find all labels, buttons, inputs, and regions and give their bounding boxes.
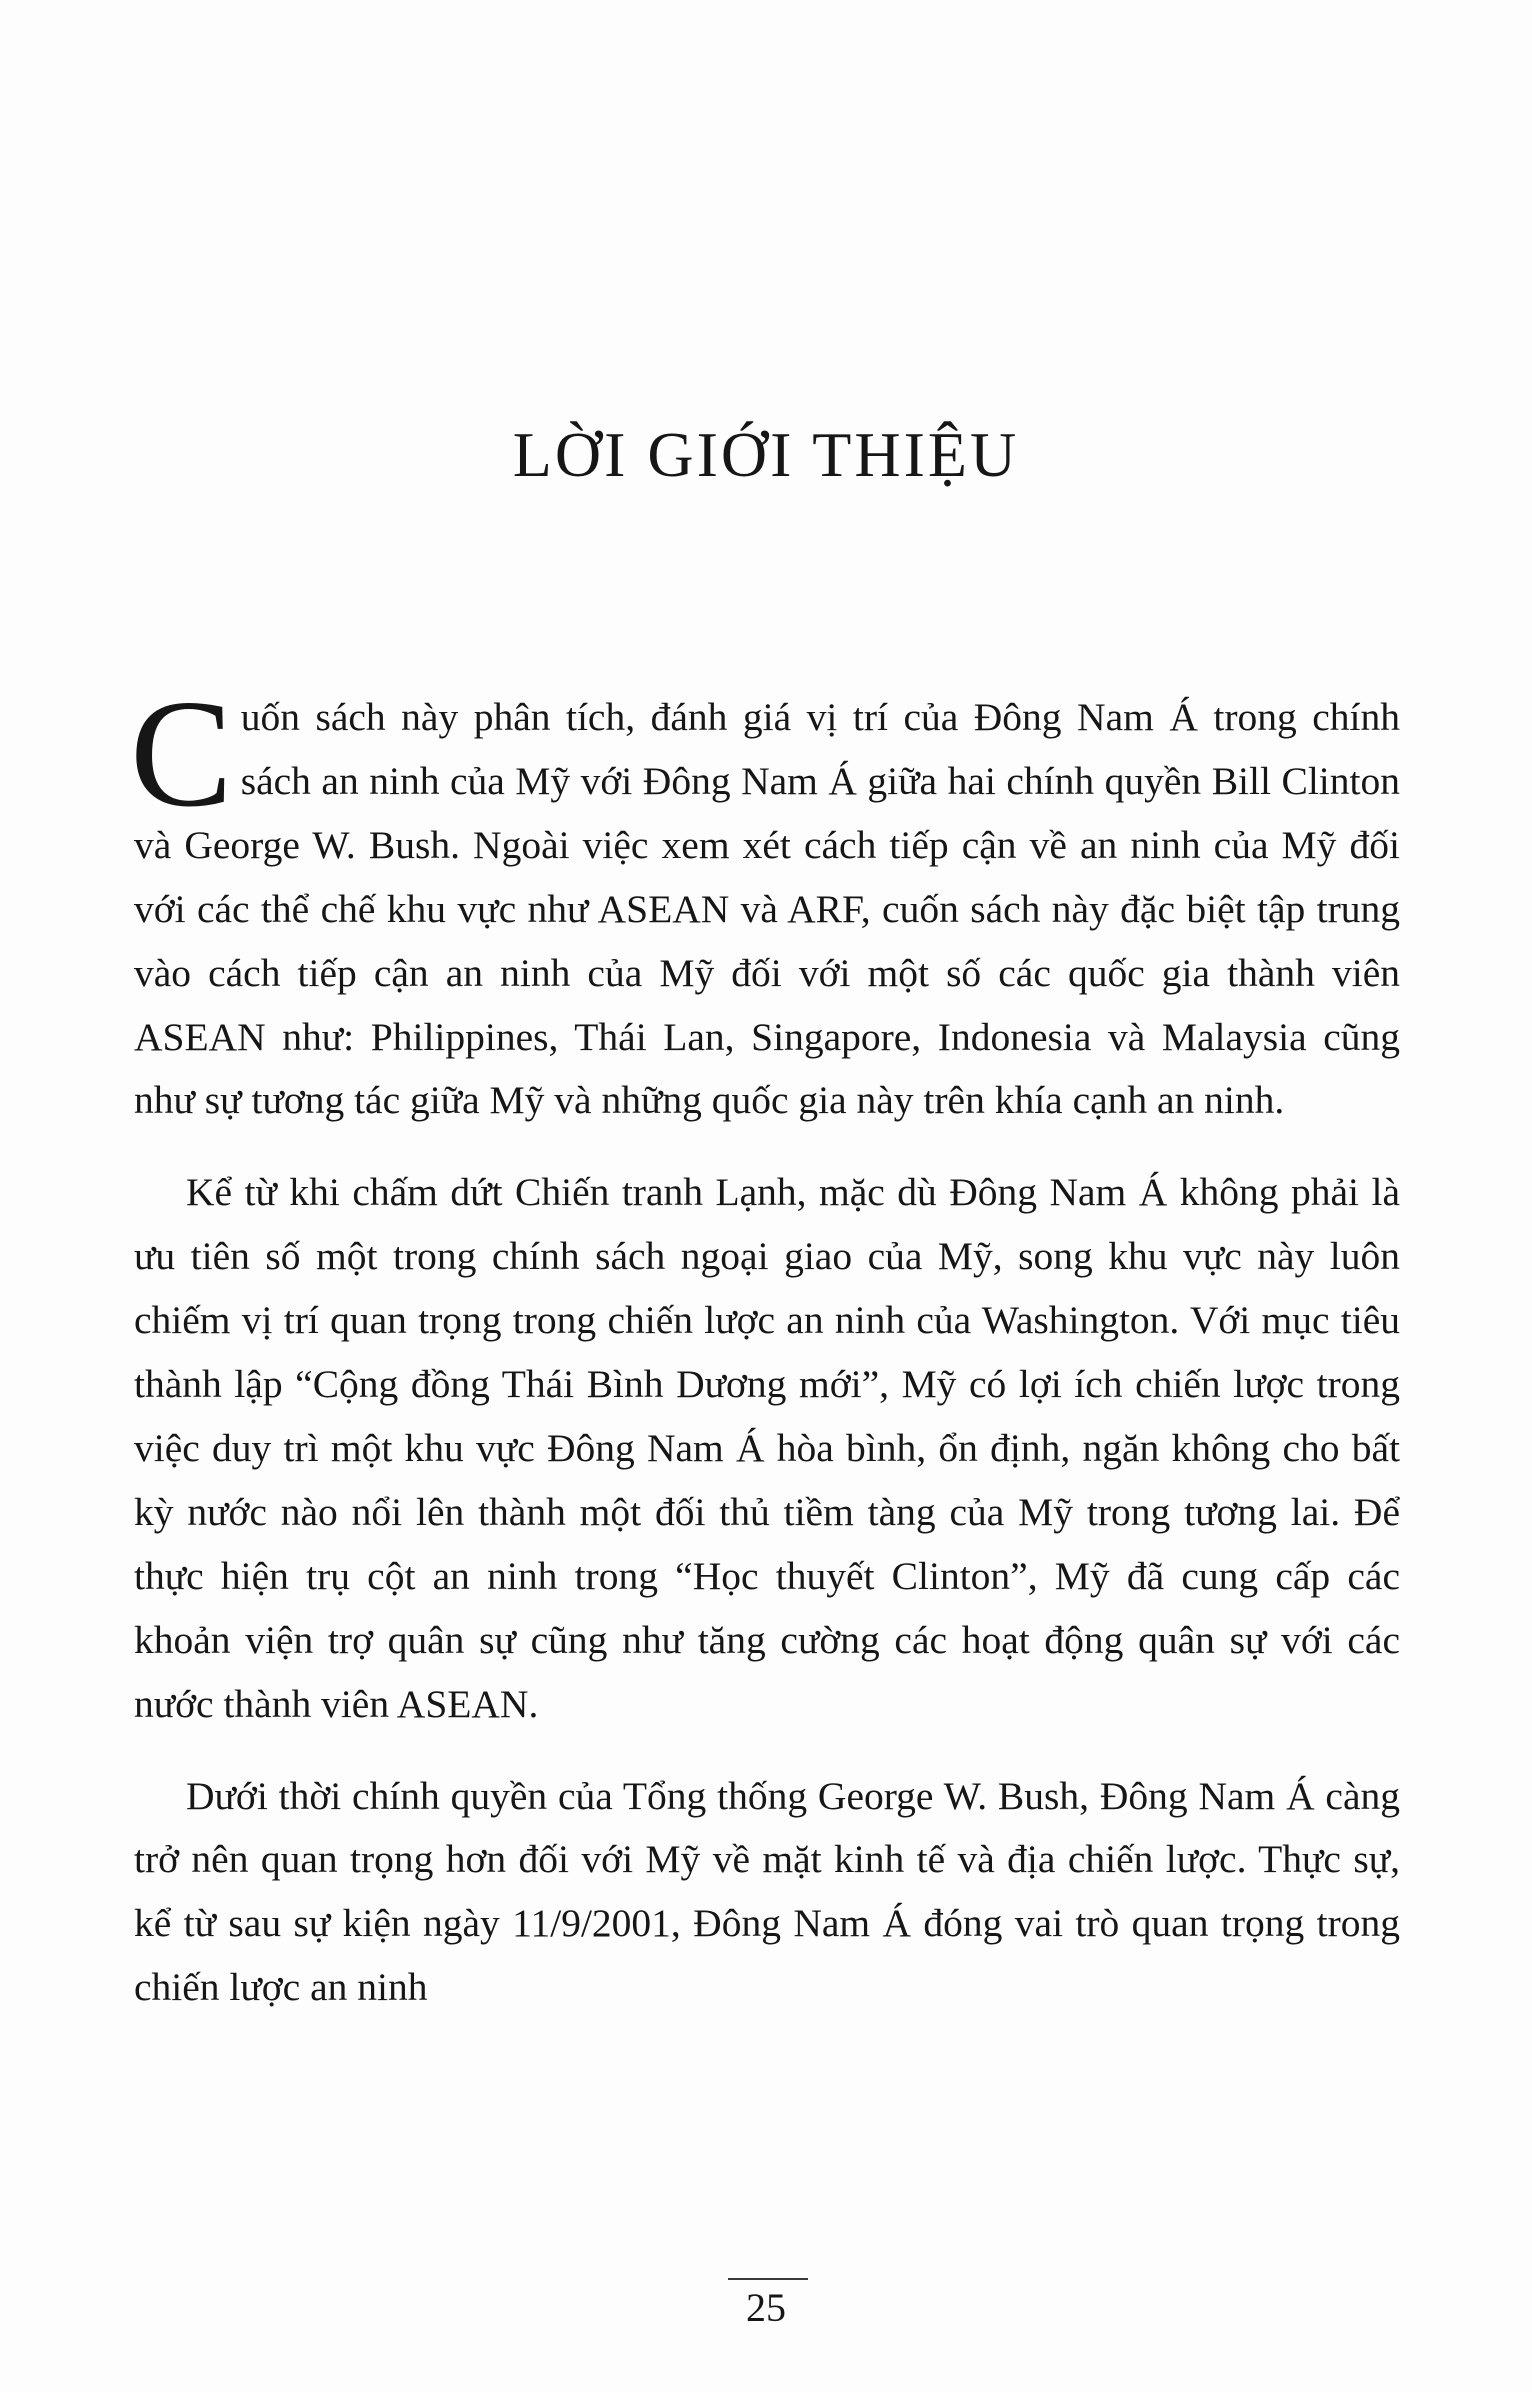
page-number: 25 [746, 2285, 786, 2330]
page-number-rule [728, 2278, 808, 2280]
paragraph-3: Dưới thời chính quyền của Tổng thống George W. Bush, Đông Nam Á càng trở nên quan trọng hơn đối với Mỹ về mặt kinh tế và địa chiến lược. Thực sự, kể từ sau sự kiện ngày 11/9/2001, Đông Nam Á đóng vai trò quan trọng trong chiến lược an ninh [134, 1773, 1400, 2010]
chapter-title: LỜI GIỚI THIỆU [512, 419, 1020, 490]
paragraph-1 [130, 669, 1400, 1133]
body-text [130, 669, 1400, 2020]
paragraph-2: Kể từ khi chấm dứt Chiến tranh Lạnh, mặc dù Đông Nam Á không phải là ưu tiên số một trong chính sách ngoại giao của Mỹ, song khu vực này luôn chiếm vị trí quan trọng trong chiến lược an ninh của Washington. Với mục tiêu thành lập “Cộng đồng Thái Bình Dương mới”, Mỹ có lợi ích chiến lược trong việc duy trì một khu vực Đông Nam Á hòa bình, ổn định, ngăn không cho bất kỳ nước nào nổi lên thành một đối thủ tiềm tàng của Mỹ trong tương lai. Để thực hiện trụ cột an ninh trong “Học thuyết Clinton”, Mỹ đã cung cấp các khoản viện trợ quân sự cũng như tăng cường các hoạt động quân sự với các nước thành viên ASEAN. [134, 1170, 1400, 1726]
drop-cap: C [130, 669, 233, 839]
paragraph-1-text: uốn sách này phân tích, đánh giá vị trí của Đông Nam Á trong chính sách an ninh của Mỹ với Đông Nam Á giữa hai chính quyền Bill Clinton và George W. Bush. Ngoài việc xem xét cách tiếp cận về an ninh của Mỹ đối với các thể chế khu vực như ASEAN và ARF, cuốn sách này đặc biệt tập trung vào cách tiếp cận an ninh của Mỹ đối với một số các quốc gia thành viên ASEAN như: Philippines, Thái Lan, Singapore, Indonesia và Malaysia cũng như sự tương tác giữa Mỹ và những quốc gia này trên khía cạnh an ninh. [134, 695, 1400, 1123]
